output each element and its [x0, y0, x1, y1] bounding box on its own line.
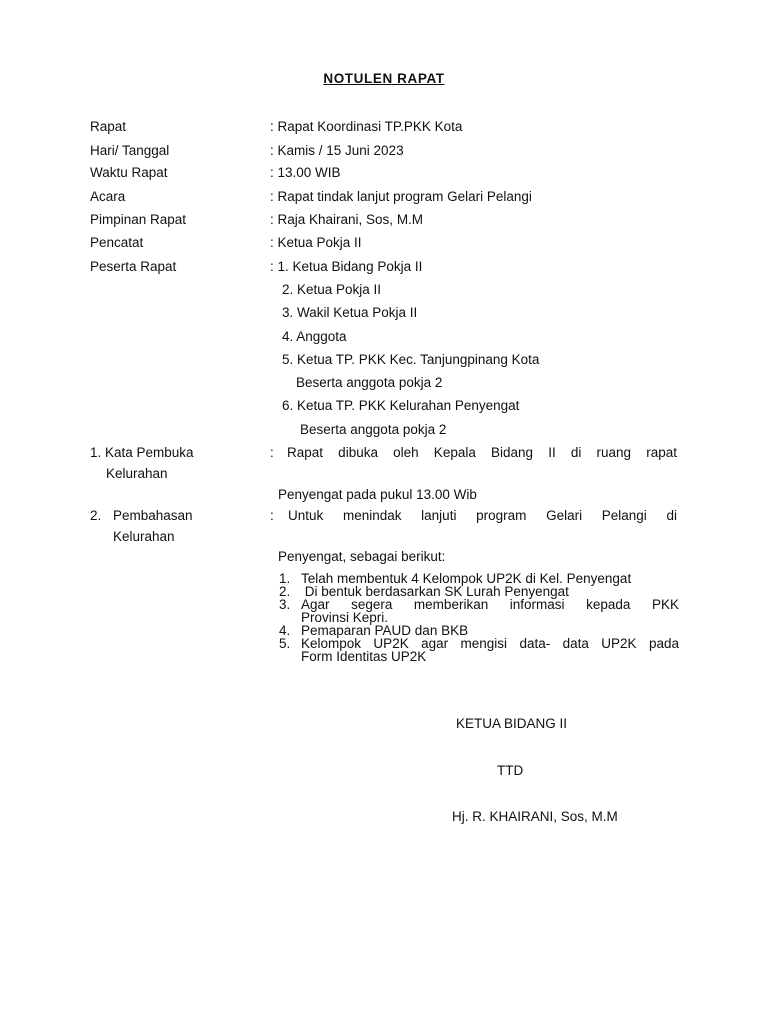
section1-text-line2: Penyengat pada pukul 13.00 Wib	[278, 487, 477, 502]
field-label-pimpinan: Pimpinan Rapat	[90, 212, 187, 227]
field-value-pimpinan: : Raja Khairani, Sos, M.M	[270, 212, 424, 227]
discussion-list	[279, 572, 679, 663]
field-value-acara: : Rapat tindak lanjut program Gelari Pelangi	[270, 189, 532, 204]
list-item-text: Pemaparan PAUD dan BKB	[301, 623, 469, 638]
list-item	[279, 598, 679, 624]
section1-label: 1. Kata Pembuka	[90, 445, 194, 460]
section2-label-line2: Kelurahan	[113, 529, 175, 544]
participant-item: 3. Wakil Ketua Pokja II	[282, 305, 418, 320]
field-label-rapat: Rapat	[90, 119, 127, 134]
participant-item: 4. Anggota	[282, 329, 347, 344]
section2-label-num: 2.	[90, 508, 102, 523]
signature-position: KETUA BIDANG II	[456, 716, 568, 731]
field-value-rapat: : Rapat Koordinasi TP.PKK Kota	[270, 119, 463, 134]
field-label-hari-tanggal: Hari/ Tanggal	[90, 143, 170, 158]
list-item-number: 5.	[279, 636, 291, 651]
list-item	[279, 637, 679, 663]
list-item-text: Kelompok UP2K agar mengisi data- data UP2K pada	[301, 636, 679, 651]
participant-item: Beserta anggota pokja 2	[296, 375, 443, 390]
participant-item: 2. Ketua Pokja II	[282, 282, 382, 297]
field-label-acara: Acara	[90, 189, 126, 204]
field-value-waktu: : 13.00 WIB	[270, 165, 341, 180]
participant-item: 5. Ketua TP. PKK Kec. Tanjungpinang Kota	[282, 352, 540, 367]
section2-text-line1: Untuk menindak lanjuti program Gelari Pelangi di	[288, 508, 677, 523]
section2-label: Pembahasan	[113, 508, 193, 523]
signature-ttd: TTD	[497, 763, 524, 778]
field-value-pencatat: : Ketua Pokja II	[270, 235, 362, 250]
section1-text-line1: Rapat dibuka oleh Kepala Bidang II di ruang rapat	[287, 445, 677, 460]
section1-colon: :	[270, 445, 274, 460]
field-value-hari-tanggal: : Kamis / 15 Juni 2023	[270, 143, 404, 158]
field-label-waktu: Waktu Rapat	[90, 165, 168, 180]
field-value-peserta: : 1. Ketua Bidang Pokja II	[270, 259, 423, 274]
section2-text-line2: Penyengat, sebagai berikut:	[278, 549, 446, 564]
list-item-number: 3.	[279, 597, 291, 612]
list-item-text-cont: Form Identitas UP2K	[301, 649, 427, 664]
list-item-number: 2.	[279, 584, 291, 599]
section1-label-line2: Kelurahan	[106, 466, 168, 481]
list-item-text-cont: Provinsi Kepri.	[301, 610, 389, 625]
participant-item: Beserta anggota pokja 2	[300, 422, 447, 437]
section2-colon: :	[270, 508, 274, 523]
list-item-number: 4.	[279, 623, 291, 638]
list-item-number: 1.	[279, 571, 291, 586]
field-label-peserta: Peserta Rapat	[90, 259, 177, 274]
field-label-pencatat: Pencatat	[90, 235, 144, 250]
list-item-text: Di bentuk berdasarkan SK Lurah Penyengat	[301, 584, 569, 599]
document-title: NOTULEN RAPAT	[323, 71, 445, 86]
participant-item: 6. Ketua TP. PKK Kelurahan Penyengat	[282, 398, 520, 413]
list-item-text: Agar segera memberikan informasi kepada PKK	[301, 597, 679, 612]
list-item-text: Telah membentuk 4 Kelompok UP2K di Kel. Penyengat	[301, 571, 632, 586]
signature-name: Hj. R. KHAIRANI, Sos, M.M	[452, 809, 618, 824]
